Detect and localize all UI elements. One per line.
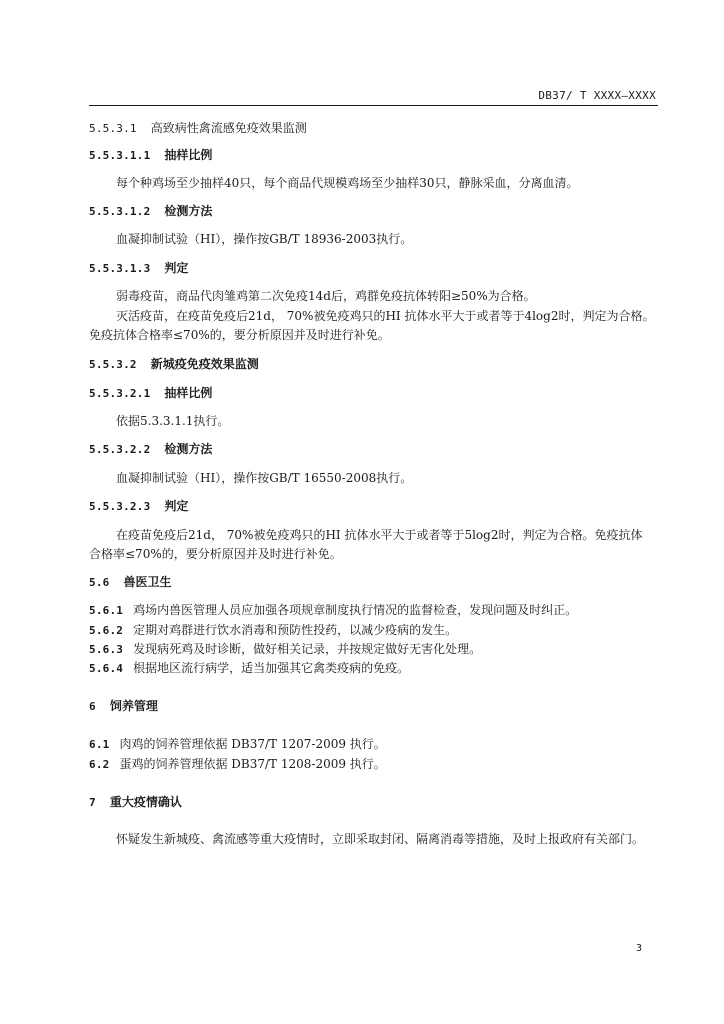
- section-number: 5.5.3.1.2: [89, 205, 151, 218]
- clause-text: 鸡场内兽医管理人员应加强各项规章制度执行情况的监督检查，发现问题及时纠正。: [133, 603, 578, 617]
- heading-7: [89, 794, 182, 811]
- paragraph-judgement-ai-2: 灭活疫苗，在疫苗免疫后21d， 70%被免疫鸡只的HI 抗体水平大于或者等于4log2时，判定为合格。: [116, 309, 655, 323]
- paragraph-major-epidemic: 怀疑发生新城疫、禽流感等重大疫情时，立即采取封闭、隔离消毒等措施，及时上报政府有关部门。: [116, 832, 645, 846]
- section-number: 5.5.3.1: [89, 122, 137, 135]
- section-title: 判定: [164, 261, 189, 275]
- heading-6: [89, 698, 158, 715]
- paragraph-test-method-ai: 血凝抑制试验（HI），操作按GB/T 18936-2003执行。: [116, 232, 413, 246]
- section-title: 抽样比例: [164, 148, 213, 162]
- heading-5-5-3-1-2: [89, 203, 212, 220]
- clause-6-1: [89, 736, 386, 753]
- clause-text: 根据地区流行病学，适当加强其它禽类疫病的免疫。: [133, 661, 410, 675]
- paragraph-judgement-nd-2: 合格率≤70%的，要分析原因并及时进行补免。: [89, 547, 342, 561]
- heading-5-5-3-1: [89, 120, 307, 137]
- clause-5-6-4: [89, 660, 409, 677]
- paragraph-test-method-nd: 血凝抑制试验（HI），操作按GB/T 16550-2008执行。: [116, 471, 413, 485]
- heading-5-5-3-2-3: [89, 498, 188, 515]
- section-number: 7: [89, 796, 96, 809]
- clause-number: 5.6.3: [89, 643, 124, 656]
- section-number: 5.6: [89, 576, 110, 589]
- heading-5-5-3-1-3: [89, 260, 188, 277]
- heading-5-5-3-1-1: [89, 147, 212, 164]
- clause-number: 5.6.1: [89, 604, 124, 617]
- paragraph-judgement-ai-3: 免疫抗体合格率≤70%的，要分析原因并及时进行补免。: [89, 328, 390, 342]
- clause-text: 蛋鸡的饲养管理依据 DB37/T 1208-2009 执行。: [119, 757, 386, 771]
- section-number: 5.5.3.2.1: [89, 387, 151, 400]
- paragraph-judgement-nd-1: 在疫苗免疫后21d， 70%被免疫鸡只的HI 抗体水平大于或者等于5log2时，判定为合格。免疫抗体: [116, 528, 643, 542]
- clause-6-2: [89, 756, 386, 773]
- header-rule: [89, 105, 658, 106]
- section-number: 5.5.3.1.1: [89, 149, 151, 162]
- clause-number: 6.2: [89, 758, 110, 771]
- page-number: 3: [635, 943, 642, 954]
- section-number: 5.5.3.2: [89, 358, 137, 371]
- heading-5-5-3-2: [89, 356, 259, 373]
- section-number: 5.5.3.2.2: [89, 443, 151, 456]
- clause-text: 发现病死鸡及时诊断，做好相关记录，并按规定做好无害化处理。: [133, 642, 482, 656]
- section-title: 兽医卫生: [123, 575, 172, 589]
- heading-5-5-3-2-1: [89, 385, 212, 402]
- section-number: 6: [89, 700, 96, 713]
- section-title: 新城疫免疫效果监测: [150, 357, 259, 371]
- clause-text: 定期对鸡群进行饮水消毒和预防性投药，以减少疫病的发生。: [133, 623, 458, 637]
- section-title: 重大疫情确认: [109, 795, 182, 809]
- section-title: 高致病性禽流感免疫效果监测: [150, 121, 307, 135]
- document-code: DB37/ T XXXX—XXXX: [538, 89, 656, 102]
- clause-5-6-2: [89, 622, 457, 639]
- paragraph-sampling-ratio-nd: 依据5.3.3.1.1执行。: [116, 414, 230, 428]
- section-number: 5.5.3.2.3: [89, 500, 151, 513]
- section-number: 5.5.3.1.3: [89, 262, 151, 275]
- clause-number: 6.1: [89, 738, 110, 751]
- section-title: 检测方法: [164, 442, 213, 456]
- paragraph-judgement-ai-1: 弱毒疫苗，商品代肉雏鸡第二次免疫14d后，鸡群免疫抗体转阳≥50%为合格。: [116, 289, 536, 303]
- heading-5-6: [89, 574, 171, 591]
- section-title: 检测方法: [164, 204, 213, 218]
- section-title: 抽样比例: [164, 386, 213, 400]
- clause-text: 肉鸡的饲养管理依据 DB37/T 1207-2009 执行。: [119, 737, 386, 751]
- paragraph-sampling-ratio-ai: 每个种鸡场至少抽样40只，每个商品代规模鸡场至少抽样30只，静脉采血，分离血清。: [116, 176, 579, 190]
- clause-5-6-3: [89, 641, 481, 658]
- clause-number: 5.6.4: [89, 662, 124, 675]
- heading-5-5-3-2-2: [89, 441, 212, 458]
- clause-5-6-1: [89, 602, 577, 619]
- section-title: 饲养管理: [109, 699, 158, 713]
- section-title: 判定: [164, 499, 189, 513]
- clause-number: 5.6.2: [89, 624, 124, 637]
